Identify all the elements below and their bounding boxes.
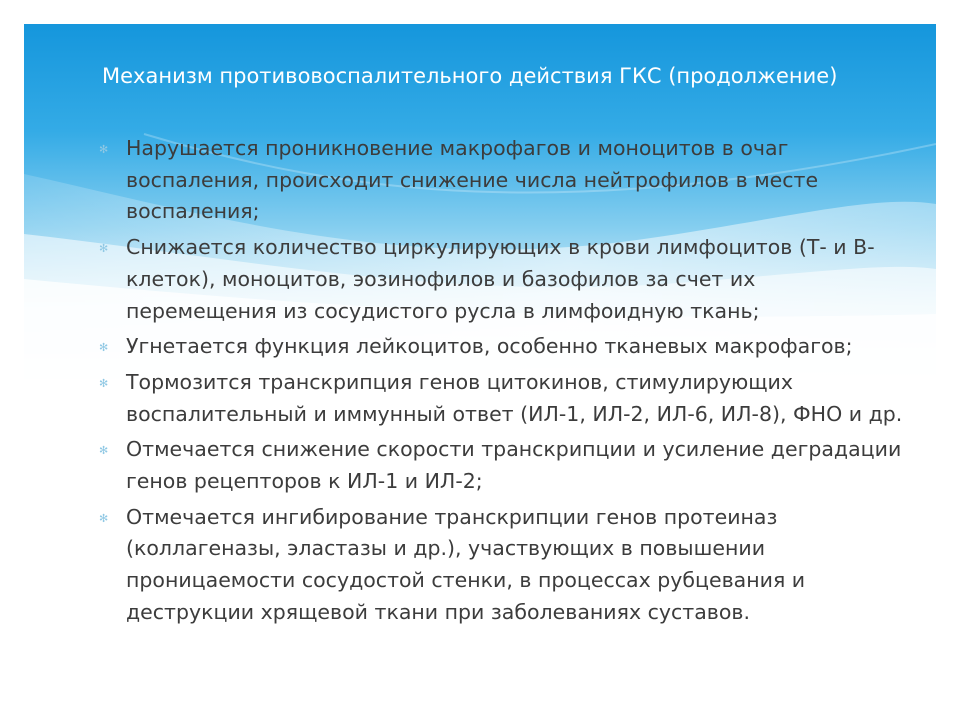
asterisk-icon: ✻ <box>99 444 109 458</box>
bullet-list <box>99 133 912 633</box>
bullet-item <box>99 367 912 430</box>
bullet-text: Снижается количество циркулирующих в крови лимфоцитов (Т- и В-клеток), моноцитов, эозинофилов и базофилов за счет их перемещения из сосудистого русла в лимфоидную ткань; <box>126 235 875 323</box>
asterisk-icon: ✻ <box>99 242 109 256</box>
asterisk-icon: ✻ <box>99 511 109 525</box>
bullet-item <box>99 331 912 363</box>
asterisk-icon: ✻ <box>99 341 109 355</box>
asterisk-icon: ✻ <box>99 143 109 156</box>
bullet-item <box>99 502 912 629</box>
bullet-text: Угнетается функция лейкоцитов, особенно тканевых макрофагов; <box>126 334 853 359</box>
asterisk-icon: ✻ <box>99 376 109 390</box>
slide-title: Механизм противовоспалительного действия ГКС (продолжение) <box>102 64 838 88</box>
bullet-text: Отмечается снижение скорости транскрипции и усиление деградации генов рецепторов к ИЛ-1 и ИЛ-2; <box>126 437 902 494</box>
bullet-text: Отмечается ингибирование транскрипции генов протеиназ (коллагеназы, эластазы и др.), участвующих в повышении проницаемости сосудостой стенки, в процессах рубцевания и деструкции хрящевой ткани при заболеваниях суставов. <box>126 504 806 624</box>
bullet-text: Тормозится транскрипция генов цитокинов, стимулирующих воспалительный и иммунный ответ (ИЛ-1, ИЛ-2, ИЛ-6, ИЛ-8), ФНО и др. <box>126 369 903 426</box>
bullet-item <box>99 434 912 497</box>
bullet-item <box>99 232 912 327</box>
bullet-text: Нарушается проникновение макрофагов и моноцитов в очаг воспаления, происходит снижение числа нейтрофилов в месте воспаления; <box>126 136 819 224</box>
bullet-item <box>99 133 912 228</box>
